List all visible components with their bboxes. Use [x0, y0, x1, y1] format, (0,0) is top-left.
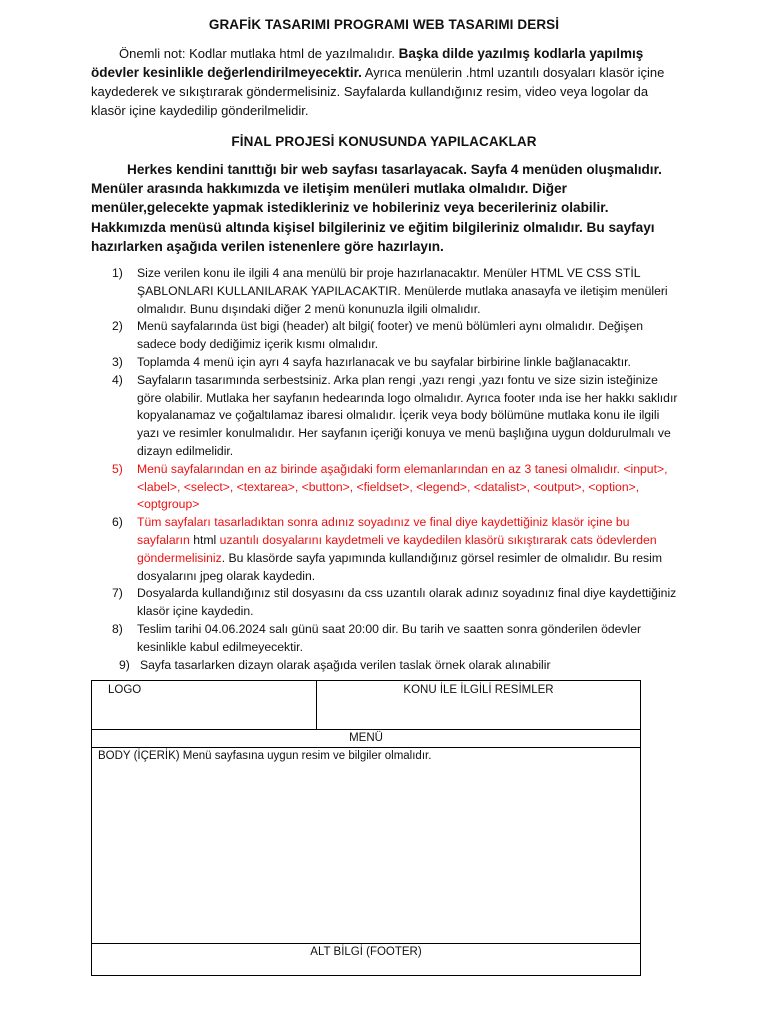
note-suffix: Ayrıca menülerin .html uzantılı dosyaları klasör içine kaydederek ve sıkıştırarak göndermelisiniz. Sayfalarda kullandığınız resim, video veya logolar da klasör içine kaydedilip gönderilmelidir. — [91, 65, 665, 118]
requirements-list — [102, 265, 684, 674]
list-item-form-elements — [102, 461, 684, 514]
list-number: 3) — [112, 354, 123, 369]
list-text: Sayfaların tasarımında serbestsiniz. Arka plan rengi ,yazı rengi ,yazı fontu ve size sizin isteğinize göre olabilir. Mutlaka her sayfanın hedearında logo olmalıdır. Ayrıca footer ında ise her hakkı saklıdır kopyalanamaz ve çoğaltılamaz ibaresi olmalıdır. İçerik veya body bölümüne mutlaka konu ile ilgili yazı ve resimler konulmalıdır. Her sayfanın içeriği konuya ve menü başlığına uygun doldurulmalı ve dizayn edilmelidir. — [137, 372, 678, 458]
list-item-submission — [102, 514, 684, 585]
list-number: 8) — [112, 621, 123, 636]
list-number: 9) — [119, 657, 130, 672]
list-number: 6) — [112, 515, 123, 530]
list-text: Menü sayfalarında üst bigi (header) alt bilgi( footer) ve menü bölümleri aynı olmalıdır. Değişen sadece body dediğimiz içerik kısmı olmalıdır. — [137, 319, 644, 352]
list-text: Size verilen konu ile ilgili 4 ana menülü bir proje hazırlanacaktır. Menüler HTML VE CSS STİL ŞABLONLARI KULLANILARAK YAPILACAKTIR. Menülerde mutlaka anasayfa ve iletişim menüleri olmalıdır. Bunu dışındaki diğer 2 menü konunuzla ilgili olmalıdır. — [137, 266, 668, 316]
list-text: Toplamda 4 menü için ayrı 4 sayfa hazırlanacak ve bu sayfalar birbirine linkle bağlanacaktır. — [137, 354, 631, 369]
highlight-text: Tüm sayfaları tasarladıktan sonra adınız soyadınız ve final diye kaydettiğiniz klasör içine bu sayfaların — [137, 515, 630, 547]
plain-text: . Bu klasörde sayfa yapımında kullandığınız görsel resimler de olmalıdır. Bu resim dosyalarını jpeg olarak kaydedin. — [137, 550, 662, 583]
list-number: 1) — [112, 266, 123, 280]
list-item — [102, 372, 684, 461]
list-text: Menü sayfalarından en az birinde aşağıdaki form elemanlarından en az 3 tanesi olmalıdır. <input>, <label>, <select>, <textarea>, <button>, <fieldset>, <legend>, <datalist>, <output>, <option>,<optgroup> — [137, 461, 668, 512]
list-number: 2) — [112, 319, 123, 334]
layout-cell-footer: ALT BİLGİ (FOOTER) — [310, 946, 422, 958]
layout-sketch-table — [91, 680, 641, 976]
list-item — [102, 265, 684, 318]
note-bold: Başka dilde yazılmış kodlarla yapılmış ödevler kesinlikle değerlendirilmeyecektir. — [91, 46, 644, 80]
list-number: 5) — [112, 461, 123, 476]
list-number: 7) — [112, 586, 123, 601]
list-number: 4) — [112, 372, 123, 387]
section-subtitle: FİNAL PROJESİ KONUSUNDA YAPILACAKLAR — [231, 134, 537, 149]
intro-text: Herkes kendini tanıttığı bir web sayfası tasarlayacak. Sayfa 4 menüden oluşmalıdır. Menüler arasında hakkımızda ve iletişim menüleri mutlaka olmalıdır. Diğer menüler,gelecekte yapmak istedikleriniz ve hobileriniz veya becerileriniz olabilir. Hakkımızda menüsü altında kişisel bilgileriniz ve eğitim bilgileriniz olmalıdır. Bu sayfayı hazırlarken aşağıda verilen istenenlere göre hazırlayın. — [91, 162, 662, 254]
document-title: GRAFİK TASARIMI PROGRAMI WEB TASARIMI DERSİ — [208, 17, 560, 32]
important-note — [91, 44, 677, 120]
list-text — [137, 514, 684, 585]
highlight-text: uzantılı dosyalarını kaydetmeli ve kaydedilen klasörü sıkıştırarak cats ödevlerden göndermelisiniz — [137, 532, 657, 565]
intro-paragraph — [91, 160, 677, 256]
list-item — [102, 585, 684, 621]
layout-cell-menu: MENÜ — [92, 730, 640, 748]
layout-cell-body: BODY (İÇERİK) Menü sayfasına uygun resim ve bilgiler olmalıdır. — [92, 748, 640, 944]
list-text: Dosyalarda kullandığınız stil dosyasını da css uzantılı olarak adınız soyadınız final diye kaydettiğiniz klasör içine kaydedin. — [137, 586, 677, 619]
list-item — [102, 318, 684, 354]
list-text: Teslim tarihi 04.06.2024 salı günü saat 20:00 dir. Bu tarih ve saatten sonra gönderilen ödevler kesinlikle kabul edilmeyecektir. — [137, 621, 642, 654]
plain-text: html — [193, 532, 220, 547]
list-text: Sayfa tasarlarken dizayn olarak aşağıda verilen taslak örnek olarak alınabilir — [140, 657, 551, 672]
list-item — [102, 354, 684, 372]
layout-cell-images: KONU İLE İLGİLİ RESİMLER — [317, 681, 640, 730]
note-prefix: Önemli not: Kodlar mutlaka html de yazılmalıdır. — [119, 46, 399, 61]
list-item — [102, 657, 684, 675]
list-item — [102, 621, 684, 657]
layout-cell-logo: LOGO — [92, 681, 317, 730]
